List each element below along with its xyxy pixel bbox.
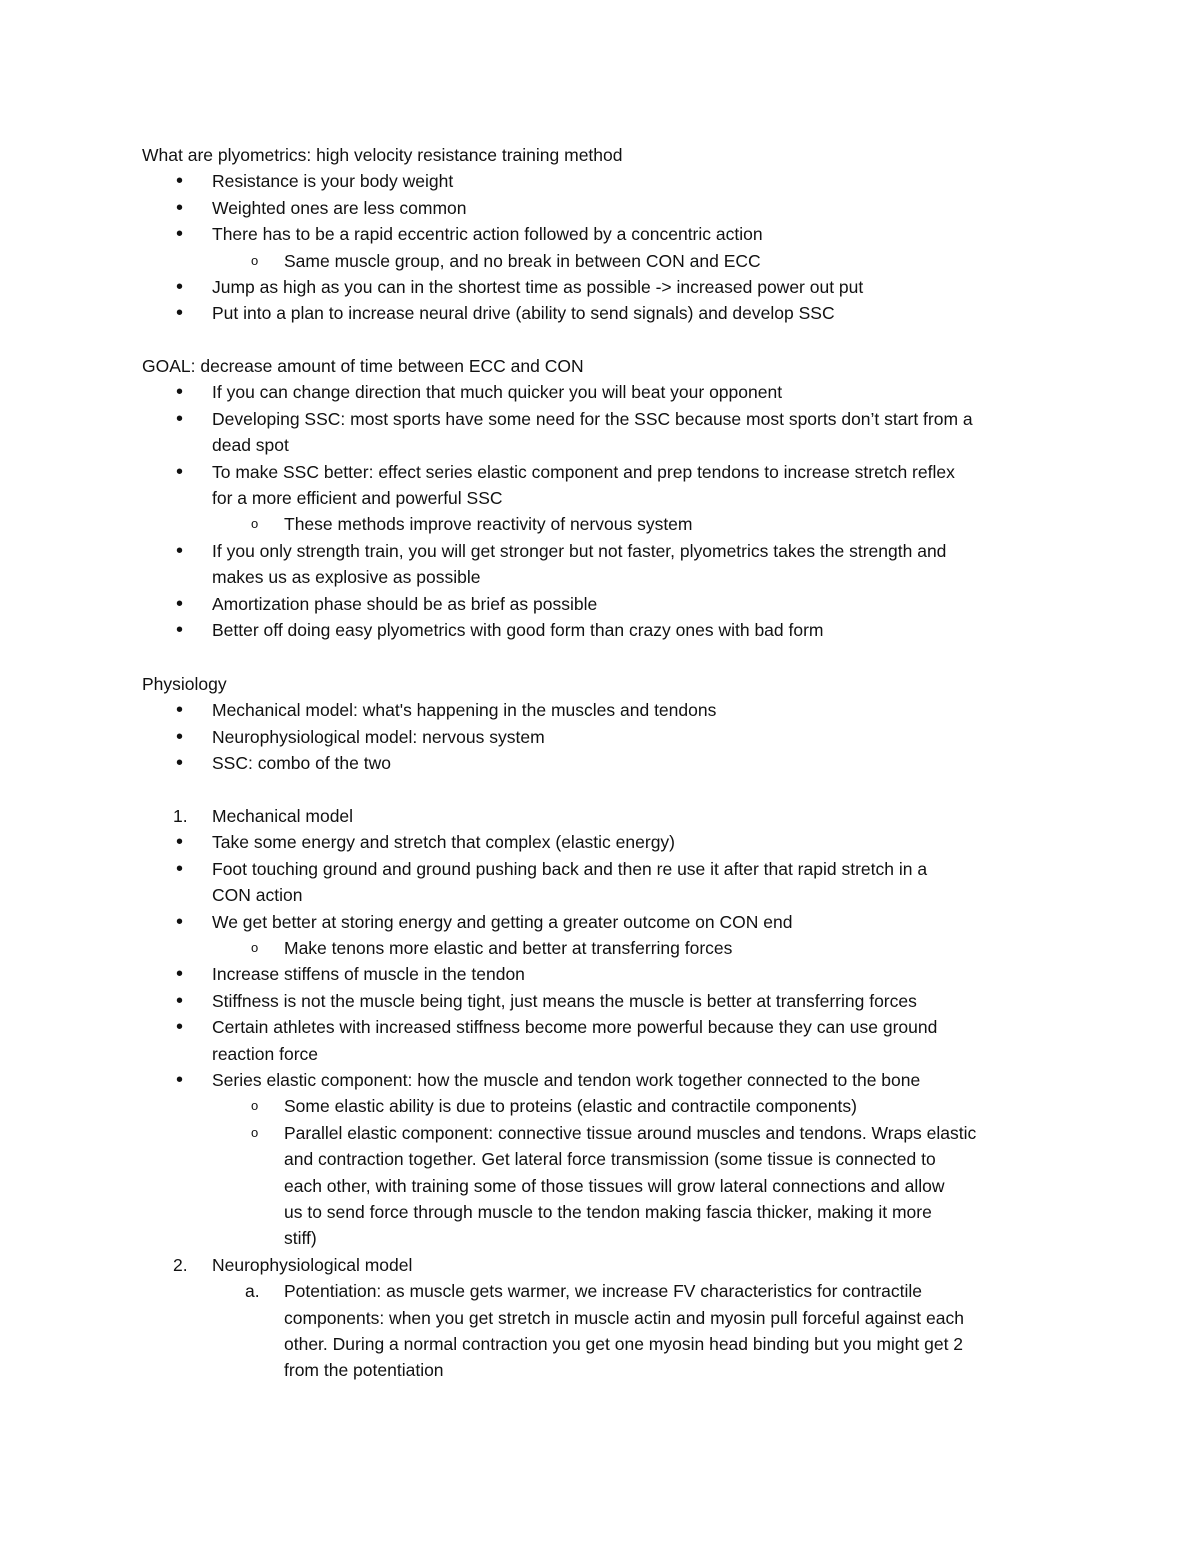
circle-bullet-icon: o [251,252,259,268]
bullet-icon: • [176,223,184,246]
list-item-text: CON action [212,885,303,906]
list-item-text: We get better at storing energy and getting a greater outcome on CON end [212,911,793,932]
circle-bullet-icon: o [251,1098,259,1114]
list-item-text: If you only strength train, you will get stronger but not faster, plyometrics takes the strength and [212,540,947,561]
list-item-text: Series elastic component: how the muscle and tendon work together connected to the bone [212,1070,921,1090]
bullet-icon: • [176,857,184,880]
list-item-text: makes us as explosive as possible [212,567,481,588]
bullet-icon: • [176,989,184,1012]
list-item-text: each other, with training some of those tissues will grow lateral connections and allow [284,1175,945,1196]
circle-bullet-icon: o [251,516,259,532]
list-item-text: Foot touching ground and ground pushing back and then re use it after that rapid stretch in a [212,858,928,879]
list-item-text: Stiffness is not the muscle being tight, just means the muscle is better at transferring forces [212,990,917,1011]
list-item-text: from the potentiation [284,1360,444,1381]
bullet-icon: • [176,699,184,722]
list-number: 1. [173,806,188,826]
list-item-text: for a more efficient and powerful SSC [212,488,503,508]
list-item-text: and contraction together. Get lateral force transmission (some tissue is connected to [284,1149,936,1170]
bullet-icon: • [176,539,184,562]
circle-bullet-icon: o [251,940,259,955]
bullet-icon: • [176,196,184,219]
bullet-icon: • [176,1069,184,1091]
list-item-text: Mechanical model: what's happening in the muscles and tendons [212,700,717,721]
list-item-text: Take some energy and stretch that complex (elastic energy) [212,832,675,853]
bullet-icon: • [176,752,184,775]
list-number: a. [245,1281,260,1302]
bullet-icon: • [176,1016,184,1039]
section-heading: Physiology [142,674,227,694]
list-item-text: us to send force through muscle to the tendon making fascia thicker, making it more [284,1202,932,1222]
bullet-icon: • [176,302,184,325]
list-item-text: SSC: combo of the two [212,753,391,774]
bullet-icon: • [176,381,184,404]
list-item-text: Amortization phase should be as brief as possible [212,593,598,614]
list-item-text: reaction force [212,1043,319,1064]
list-item-text: These methods improve reactivity of nervous system [284,514,693,535]
section-heading: GOAL: decrease amount of time between ECC and CON [142,356,584,376]
list-item-text: Jump as high as you can in the shortest time as possible -> increased power out put [212,277,864,297]
list-item-text: Resistance is your body weight [212,171,454,192]
list-item-text: Some elastic ability is due to proteins (elastic and contractile components) [284,1096,857,1117]
list-item-text: Neurophysiological model [212,1254,413,1275]
list-item-text: If you can change direction that much quicker you will beat your opponent [212,382,783,403]
list-item-text: Weighted ones are less common [212,197,467,218]
list-item-text: Make tenons more elastic and better at transferring forces [284,938,733,958]
list-item-text: Potentiation: as muscle gets warmer, we increase FV characteristics for contractile [284,1281,923,1302]
bullet-icon: • [176,619,184,641]
list-item-text: Neurophysiological model: nervous system [212,726,545,747]
bullet-icon: • [176,963,184,986]
circle-bullet-icon: o [251,1124,259,1140]
list-item-text: Increase stiffens of muscle in the tendon [212,964,525,985]
list-number: 2. [173,1254,188,1275]
list-item-text: Put into a plan to increase neural drive (ability to send signals) and develop SSC [212,303,835,324]
bullet-icon: • [176,725,184,748]
list-item-text: dead spot [212,435,289,456]
list-item-text: Better off doing easy plyometrics with good form than crazy ones with bad form [212,620,824,640]
list-item-text: There has to be a rapid eccentric action followed by a concentric action [212,224,763,245]
bullet-icon: • [176,460,184,483]
list-item-text: stiff) [284,1228,317,1249]
bullet-icon: • [176,170,184,193]
bullet-icon: • [176,592,184,615]
list-item-text: Same muscle group, and no break in between CON and ECC [284,250,761,271]
section-heading: What are plyometrics: high velocity resistance training method [142,145,623,165]
list-item-text: Parallel elastic component: connective tissue around muscles and tendons. Wraps elastic [284,1122,977,1143]
bullet-icon: • [176,831,184,854]
bullet-icon: • [176,407,184,430]
list-item-text: components: when you get stretch in muscle actin and myosin pull forceful against each [284,1307,964,1328]
list-item-text: Developing SSC: most sports have some need for the SSC because most sports don’t start from a [212,408,973,429]
list-item-text: To make SSC better: effect series elastic component and prep tendons to increase stretch reflex [212,461,955,482]
bullet-icon: • [176,910,184,933]
list-item-text: other. During a normal contraction you get one myosin head binding but you might get 2 [284,1334,964,1354]
list-item-text: Certain athletes with increased stiffness become more powerful because they can use ground [212,1017,938,1038]
bullet-icon: • [176,276,184,298]
list-item-text: Mechanical model [212,806,354,826]
